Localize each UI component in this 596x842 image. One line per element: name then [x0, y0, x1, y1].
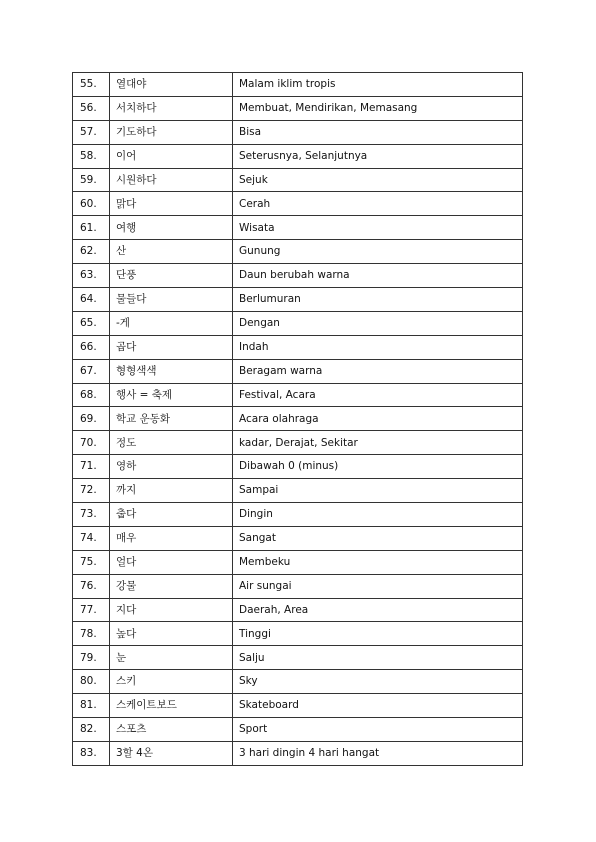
korean-word: 춥다 [110, 503, 233, 527]
row-number: 77. [73, 598, 110, 622]
row-number: 72. [73, 479, 110, 503]
table-row [73, 144, 523, 168]
table-row [73, 264, 523, 288]
indonesian-meaning: Wisata [233, 216, 523, 240]
table-row [73, 431, 523, 455]
korean-word: 높다 [110, 622, 233, 646]
indonesian-meaning: Air sungai [233, 574, 523, 598]
row-number: 74. [73, 526, 110, 550]
table-row [73, 96, 523, 120]
vocabulary-table [72, 72, 523, 766]
korean-word: 매우 [110, 526, 233, 550]
row-number: 79. [73, 646, 110, 670]
table-row [73, 670, 523, 694]
row-number: 81. [73, 694, 110, 718]
indonesian-meaning: Membuat, Mendirikan, Memasang [233, 96, 523, 120]
korean-word: 기도하다 [110, 120, 233, 144]
indonesian-meaning: Acara olahraga [233, 407, 523, 431]
table-row [73, 240, 523, 264]
row-number: 73. [73, 503, 110, 527]
row-number: 67. [73, 359, 110, 383]
korean-word: 눈 [110, 646, 233, 670]
table-row [73, 120, 523, 144]
indonesian-meaning: Membeku [233, 550, 523, 574]
row-number: 82. [73, 718, 110, 742]
indonesian-meaning: Beragam warna [233, 359, 523, 383]
table-row [73, 598, 523, 622]
row-number: 76. [73, 574, 110, 598]
korean-word: 형형색색 [110, 359, 233, 383]
row-number: 60. [73, 192, 110, 216]
indonesian-meaning: Malam iklim tropis [233, 73, 523, 97]
row-number: 55. [73, 73, 110, 97]
korean-word: 스케이트보드 [110, 694, 233, 718]
table-row [73, 503, 523, 527]
indonesian-meaning: Sampai [233, 479, 523, 503]
indonesian-meaning: Festival, Acara [233, 383, 523, 407]
row-number: 71. [73, 455, 110, 479]
row-number: 70. [73, 431, 110, 455]
korean-word: 강물 [110, 574, 233, 598]
table-row [73, 718, 523, 742]
indonesian-meaning: Dengan [233, 311, 523, 335]
korean-word: 이어 [110, 144, 233, 168]
row-number: 66. [73, 335, 110, 359]
korean-word: 시원하다 [110, 168, 233, 192]
row-number: 65. [73, 311, 110, 335]
korean-word: 지다 [110, 598, 233, 622]
table-row [73, 335, 523, 359]
indonesian-meaning: Bisa [233, 120, 523, 144]
korean-word: 3할 4온 [110, 741, 233, 765]
row-number: 63. [73, 264, 110, 288]
indonesian-meaning: Daerah, Area [233, 598, 523, 622]
korean-word: 물들다 [110, 288, 233, 312]
indonesian-meaning: Indah [233, 335, 523, 359]
korean-word: 서치하다 [110, 96, 233, 120]
indonesian-meaning: Daun berubah warna [233, 264, 523, 288]
row-number: 75. [73, 550, 110, 574]
table-row [73, 359, 523, 383]
table-row [73, 383, 523, 407]
row-number: 62. [73, 240, 110, 264]
table-row [73, 526, 523, 550]
row-number: 78. [73, 622, 110, 646]
korean-word: 영하 [110, 455, 233, 479]
indonesian-meaning: Sport [233, 718, 523, 742]
table-row [73, 694, 523, 718]
indonesian-meaning: 3 hari dingin 4 hari hangat [233, 741, 523, 765]
row-number: 64. [73, 288, 110, 312]
row-number: 59. [73, 168, 110, 192]
table-row [73, 574, 523, 598]
korean-word: 맑다 [110, 192, 233, 216]
indonesian-meaning: Tinggi [233, 622, 523, 646]
korean-word: 여행 [110, 216, 233, 240]
table-row [73, 407, 523, 431]
indonesian-meaning: Sejuk [233, 168, 523, 192]
indonesian-meaning: Berlumuran [233, 288, 523, 312]
korean-word: 스키 [110, 670, 233, 694]
korean-word: 단풍 [110, 264, 233, 288]
row-number: 61. [73, 216, 110, 240]
indonesian-meaning: Seterusnya, Selanjutnya [233, 144, 523, 168]
korean-word: 열대야 [110, 73, 233, 97]
row-number: 57. [73, 120, 110, 144]
row-number: 56. [73, 96, 110, 120]
table-row [73, 646, 523, 670]
korean-word: 행사 = 축제 [110, 383, 233, 407]
table-row [73, 192, 523, 216]
korean-word: 얼다 [110, 550, 233, 574]
indonesian-meaning: Dibawah 0 (minus) [233, 455, 523, 479]
table-row [73, 741, 523, 765]
korean-word: 까지 [110, 479, 233, 503]
korean-word: 학교 운동화 [110, 407, 233, 431]
indonesian-meaning: kadar, Derajat, Sekitar [233, 431, 523, 455]
table-row [73, 479, 523, 503]
row-number: 69. [73, 407, 110, 431]
table-row [73, 168, 523, 192]
korean-word: -게 [110, 311, 233, 335]
indonesian-meaning: Sky [233, 670, 523, 694]
korean-word: 산 [110, 240, 233, 264]
table-row [73, 311, 523, 335]
indonesian-meaning: Sangat [233, 526, 523, 550]
row-number: 80. [73, 670, 110, 694]
korean-word: 스포츠 [110, 718, 233, 742]
indonesian-meaning: Salju [233, 646, 523, 670]
table-row [73, 550, 523, 574]
row-number: 58. [73, 144, 110, 168]
row-number: 83. [73, 741, 110, 765]
indonesian-meaning: Gunung [233, 240, 523, 264]
vocabulary-table-body [73, 73, 523, 766]
table-row [73, 216, 523, 240]
indonesian-meaning: Cerah [233, 192, 523, 216]
table-row [73, 455, 523, 479]
indonesian-meaning: Dingin [233, 503, 523, 527]
table-row [73, 622, 523, 646]
indonesian-meaning: Skateboard [233, 694, 523, 718]
table-row [73, 288, 523, 312]
korean-word: 곱다 [110, 335, 233, 359]
row-number: 68. [73, 383, 110, 407]
table-row [73, 73, 523, 97]
korean-word: 정도 [110, 431, 233, 455]
